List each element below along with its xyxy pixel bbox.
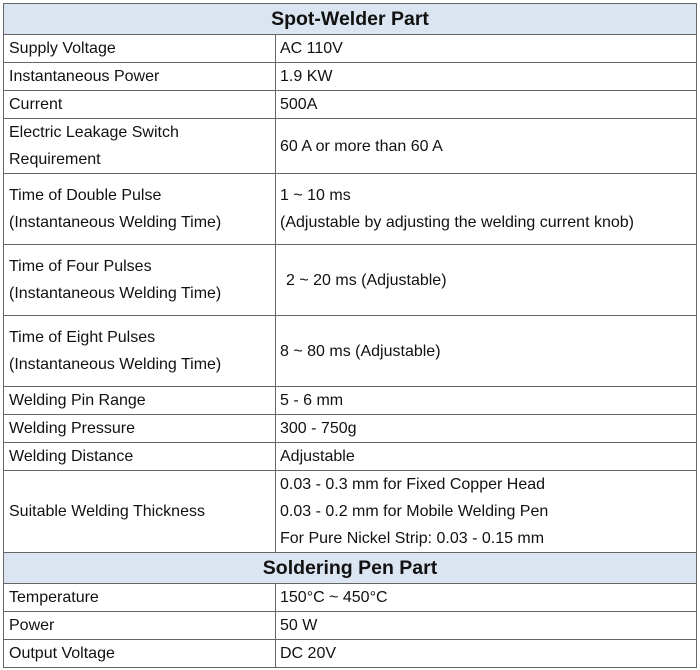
table-row bbox=[4, 119, 697, 174]
output-voltage-value: DC 20V bbox=[276, 640, 697, 668]
table-row bbox=[4, 174, 697, 245]
table-row bbox=[4, 612, 697, 640]
pressure-value: 300 - 750g bbox=[276, 415, 697, 443]
leakage-switch-label bbox=[4, 119, 276, 174]
pressure-label: Welding Pressure bbox=[4, 415, 276, 443]
table-row bbox=[4, 91, 697, 119]
double-pulse-value bbox=[276, 174, 697, 245]
table-row bbox=[4, 640, 697, 668]
leakage-switch-value: 60 A or more than 60 A bbox=[276, 119, 697, 174]
spec-table bbox=[3, 3, 697, 668]
eight-pulses-label-line1: Time of Eight Pulses bbox=[9, 329, 156, 346]
power-label: Power bbox=[4, 612, 276, 640]
thickness-value-line1: 0.03 - 0.3 mm for Fixed Copper Head bbox=[280, 476, 546, 493]
table-row bbox=[4, 471, 697, 553]
current-value: 500A bbox=[276, 91, 697, 119]
power-value: 50 W bbox=[276, 612, 697, 640]
double-pulse-value-line1: 1 ~ 10 ms bbox=[280, 187, 351, 204]
thickness-label: Suitable Welding Thickness bbox=[4, 471, 276, 553]
thickness-value-line3: For Pure Nickel Strip: 0.03 - 0.15 mm bbox=[280, 530, 545, 547]
table-row bbox=[4, 443, 697, 471]
table-row bbox=[4, 245, 697, 316]
eight-pulses-label bbox=[4, 316, 276, 387]
table-row bbox=[4, 316, 697, 387]
double-pulse-value-line2: (Adjustable by adjusting the welding current knob) bbox=[280, 214, 634, 231]
pin-range-label: Welding Pin Range bbox=[4, 387, 276, 415]
four-pulses-label-line2: (Instantaneous Welding Time) bbox=[9, 285, 222, 302]
instantaneous-power-value: 1.9 KW bbox=[276, 63, 697, 91]
soldering-pen-section-title: Soldering Pen Part bbox=[4, 553, 697, 584]
table-row bbox=[4, 63, 697, 91]
distance-value: Adjustable bbox=[276, 443, 697, 471]
section-header-row bbox=[4, 4, 697, 35]
eight-pulses-label-line2: (Instantaneous Welding Time) bbox=[9, 356, 222, 373]
current-label: Current bbox=[4, 91, 276, 119]
pin-range-value: 5 - 6 mm bbox=[276, 387, 697, 415]
temperature-label: Temperature bbox=[4, 584, 276, 612]
thickness-value bbox=[276, 471, 697, 553]
table-row bbox=[4, 415, 697, 443]
four-pulses-label bbox=[4, 245, 276, 316]
double-pulse-label bbox=[4, 174, 276, 245]
four-pulses-value: 2 ~ 20 ms (Adjustable) bbox=[276, 245, 697, 316]
four-pulses-label-line1: Time of Four Pulses bbox=[9, 258, 152, 275]
output-voltage-label: Output Voltage bbox=[4, 640, 276, 668]
double-pulse-label-line2: (Instantaneous Welding Time) bbox=[9, 214, 222, 231]
thickness-value-line2: 0.03 - 0.2 mm for Mobile Welding Pen bbox=[280, 503, 549, 520]
distance-label: Welding Distance bbox=[4, 443, 276, 471]
table-row bbox=[4, 584, 697, 612]
eight-pulses-value: 8 ~ 80 ms (Adjustable) bbox=[276, 316, 697, 387]
double-pulse-label-line1: Time of Double Pulse bbox=[9, 187, 162, 204]
leakage-switch-label-line1: Electric Leakage Switch bbox=[9, 124, 179, 141]
supply-voltage-label: Supply Voltage bbox=[4, 35, 276, 63]
spot-welder-section-title: Spot-Welder Part bbox=[4, 4, 697, 35]
table-row bbox=[4, 387, 697, 415]
temperature-value: 150°C ~ 450°C bbox=[276, 584, 697, 612]
table-row bbox=[4, 35, 697, 63]
supply-voltage-value: AC 110V bbox=[276, 35, 697, 63]
section-header-row bbox=[4, 553, 697, 584]
instantaneous-power-label: Instantaneous Power bbox=[4, 63, 276, 91]
leakage-switch-label-line2: Requirement bbox=[9, 151, 101, 168]
